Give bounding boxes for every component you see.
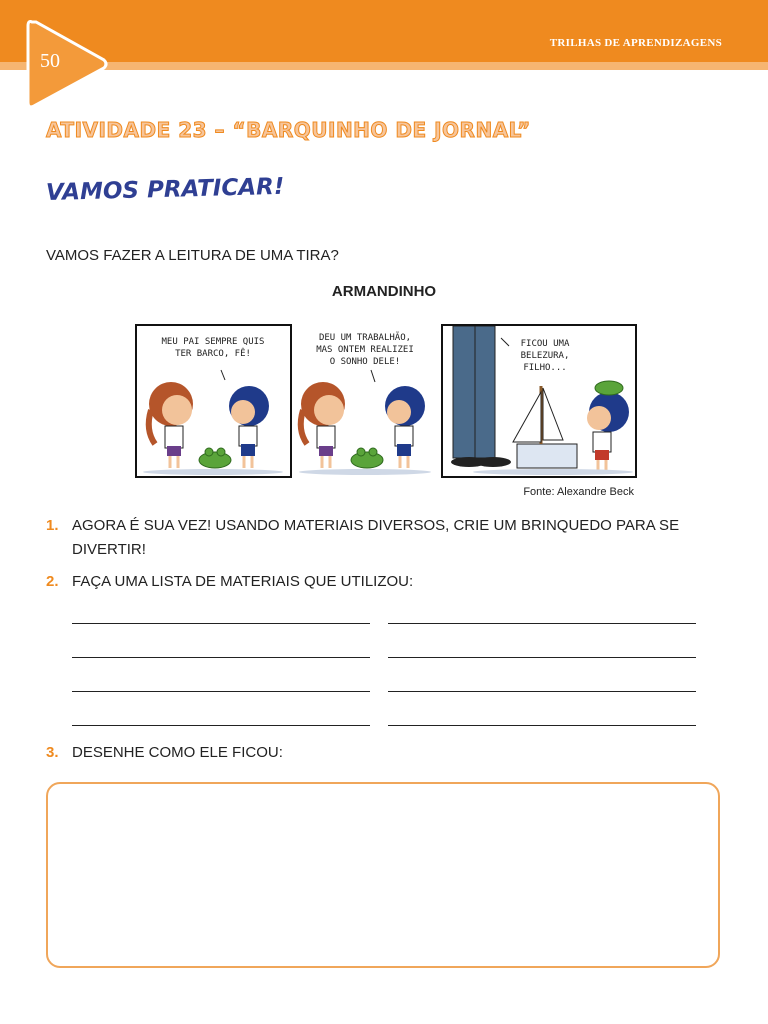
speech-line: FILHO... — [523, 363, 567, 373]
comic-illustration — [137, 326, 290, 476]
section-title: VAMOS PRATICAR! — [45, 173, 285, 206]
series-title: TRILHAS DE APRENDIZAGENS — [549, 37, 722, 49]
question-3 — [46, 741, 712, 765]
comic-credit: Fonte: Alexandre Beck — [523, 486, 634, 498]
answer-line[interactable] — [72, 657, 370, 658]
question-2 — [46, 570, 712, 594]
speech-line: FICOU UMA — [520, 339, 570, 349]
answer-line[interactable] — [388, 725, 696, 726]
answer-line[interactable] — [388, 657, 696, 658]
question-number: 3. — [46, 744, 59, 761]
speech-line: DEU UM TRABALHÃO, — [318, 333, 412, 343]
question-1 — [46, 514, 712, 562]
comic-strip — [135, 324, 637, 478]
activity-title: ATIVIDADE 23 – “BARQUINHO DE JORNAL” — [46, 118, 531, 142]
header-strip — [0, 62, 768, 70]
page-badge-icon — [24, 16, 110, 112]
speech-bubble — [503, 338, 587, 374]
question-text: FAÇA UMA LISTA DE MATERIAIS QUE UTILIZOU: — [72, 573, 414, 590]
speech-line: O SONHO DELE! — [329, 357, 401, 367]
answer-line[interactable] — [72, 623, 370, 624]
speech-line: BELEZURA, — [520, 351, 570, 361]
speech-line: MEU PAI SEMPRE QUIS — [161, 337, 265, 347]
speech-line: TER BARCO, FÊ! — [175, 349, 251, 359]
answer-line[interactable] — [388, 623, 696, 624]
question-text: AGORA É SUA VEZ! USANDO MATERIAIS DIVERSOS, CRIE UM BRINQUEDO PARA SE DIVERTIR! — [72, 517, 680, 558]
header-bar — [0, 0, 768, 62]
question-number: 1. — [46, 517, 59, 534]
question-text: DESENHE COMO ELE FICOU: — [72, 744, 283, 761]
question-number: 2. — [46, 573, 59, 590]
comic-illustration — [293, 324, 443, 476]
comic-panel-1 — [135, 324, 292, 478]
comic-panel-3 — [441, 324, 637, 478]
answer-line[interactable] — [72, 725, 370, 726]
comic-title: ARMANDINHO — [331, 283, 437, 300]
drawing-box[interactable] — [46, 782, 720, 968]
answer-line[interactable] — [72, 691, 370, 692]
intro-text: VAMOS FAZER A LEITURA DE UMA TIRA? — [46, 247, 339, 264]
page-number: 50 — [40, 50, 60, 72]
speech-line: MAS ONTEM REALIZEI — [316, 345, 414, 355]
answer-line[interactable] — [388, 691, 696, 692]
